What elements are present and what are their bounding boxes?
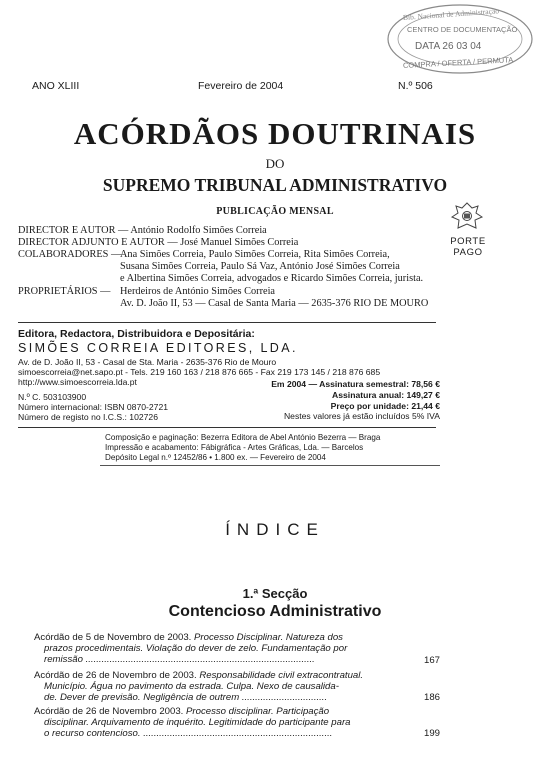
stamp-line-2: CENTRO DE DOCUMENTAÇÃO [407, 25, 518, 34]
publisher-contacts: simoescorreia@net.sapo.pt - Tels. 219 160 163 / 218 876 665 - Fax 219 173 145 / 218 876 685 [18, 367, 381, 377]
page-subtitle: SUPREMO TRIBUNAL ADMINISTRATIVO [102, 175, 448, 195]
publisher-website: http://www.simoescorreia.lda.pt [18, 377, 137, 387]
porte-line: PORTE [450, 236, 486, 247]
entry-subject: remissão ...................................................................................... [44, 654, 315, 666]
coat-of-arms-icon [444, 200, 490, 234]
proprietarios-line: Herdeiros de António Simões Correia [120, 286, 275, 297]
entry-date: Acórdão de 26 de Novembro de 2003. [34, 670, 200, 681]
stamp-line-4: COMPRA / OFERTA / PERMUTA [402, 55, 514, 70]
divider [18, 427, 436, 428]
entry-subject: o recurso contencioso. ....................................................................... [44, 728, 333, 740]
colaboradores-label: COLABORADORES — [18, 249, 122, 260]
entry-date: Acórdão de 5 de Novembro de 2003. [34, 632, 195, 643]
proprietarios-label: PROPRIETÁRIOS — [18, 286, 111, 297]
index-title: ÍNDICE [225, 520, 325, 539]
publication-frequency: PUBLICAÇÃO MENSAL [216, 206, 334, 217]
title-connector: DO [265, 156, 285, 171]
pago-line: PAGO [453, 247, 483, 258]
index-entry[interactable] [34, 670, 434, 704]
isbn-number: Número internacional: ISBN 0870-2721 [18, 402, 169, 412]
stamp-line-1: Bib. Nacional de Administração [402, 6, 500, 22]
issue-year: ANO XLIII [32, 80, 80, 92]
section-number: 1.ª Secção [242, 586, 308, 601]
colaboradores-line: e Albertina Simões Correia, advogados e Ricardo Simões Correia, jurista. [120, 273, 424, 284]
index-entry[interactable] [34, 632, 434, 666]
issue-date: Fevereiro de 2004 [198, 80, 284, 92]
colaboradores-line: Susana Simões Correia, Paulo Sá Vaz, António José Simões Correia [120, 261, 400, 272]
entry-subject: Processo Disciplinar. Natureza dos [194, 632, 343, 643]
adjunto-line: DIRECTOR ADJUNTO E AUTOR — José Manuel Simões Correia [18, 237, 299, 248]
index-entry[interactable] [34, 706, 434, 740]
credits-block [18, 225, 443, 317]
price-annual: Assinatura anual: 149,27 € [332, 390, 440, 400]
publisher-heading: Editora, Redactora, Distribuidora e Depositária: [18, 328, 255, 340]
divider [100, 465, 440, 466]
entry-subject: disciplinar. Arquivamento de inquérito. Legitimidade do participante para [44, 717, 351, 729]
issue-number: N.º 506 [398, 80, 433, 92]
stamp-date: DATA 26 03 04 [415, 41, 482, 52]
price-unit: Preço por unidade: 21,44 € [330, 401, 440, 411]
composition-line: Composição e paginação: Bezerra Editora de Abel António Bezerra — Braga [105, 433, 381, 442]
library-stamp [385, 2, 535, 76]
publisher-name: SIMÕES CORREIA EDITORES, LDA. [18, 341, 298, 355]
entry-subject: Processo disciplinar. Participação [186, 706, 330, 717]
publisher-address: Av. de D. João II, 53 - Casal de Sta. Maria - 2635-376 Rio de Mouro [18, 357, 277, 367]
entry-subject: Responsabilidade civil extracontratual. [199, 670, 364, 681]
entry-subject: Município. Água no pavimento da estrada. Culpa. Nexo de causalida- [44, 681, 339, 693]
entry-page: 186 [423, 692, 440, 703]
divider [18, 322, 436, 323]
section-name: Contencioso Administrativo [168, 603, 382, 620]
price-semester: Em 2004 — Assinatura semestral: 78,56 € [271, 379, 440, 389]
printing-line: Impressão e acabamento: Fábigráfica - Artes Gráficas, Lda. — Barcelos [105, 443, 364, 452]
entry-page: 167 [423, 655, 440, 666]
legal-deposit-line: Depósito Legal n.º 12452/86 • 1.800 ex. — Fevereiro de 2004 [105, 453, 326, 462]
ics-number: Número de registo no I.C.S.: 102726 [18, 412, 158, 422]
entry-date: Acórdão de 26 de Novembro 2003. [34, 706, 187, 717]
entry-subject: de. Dever de previsão. Negligência de outrem ................................ [44, 692, 328, 704]
entry-subject: prazos procedimentais. Violação do dever de zelo. Fundamentação por [44, 643, 348, 655]
page-title: ACÓRDÃOS DOUTRINAIS [73, 116, 477, 151]
colaboradores-line: Ana Simões Correia, Paulo Simões Correia, Rita Simões Correia, [120, 249, 390, 260]
proprietarios-line: Av. D. João II, 53 — Casal de Santa Maria — 2635-376 RIO DE MOURO [120, 298, 429, 309]
postage-paid-mark [448, 236, 488, 258]
entry-page: 199 [423, 728, 440, 739]
nc-number: N.º C. 503103900 [18, 392, 87, 402]
price-vat-note: Nestes valores já estão incluídos 5% IVA [283, 411, 440, 421]
director-line: DIRECTOR E AUTOR — António Rodolfo Simões Correia [18, 225, 267, 236]
